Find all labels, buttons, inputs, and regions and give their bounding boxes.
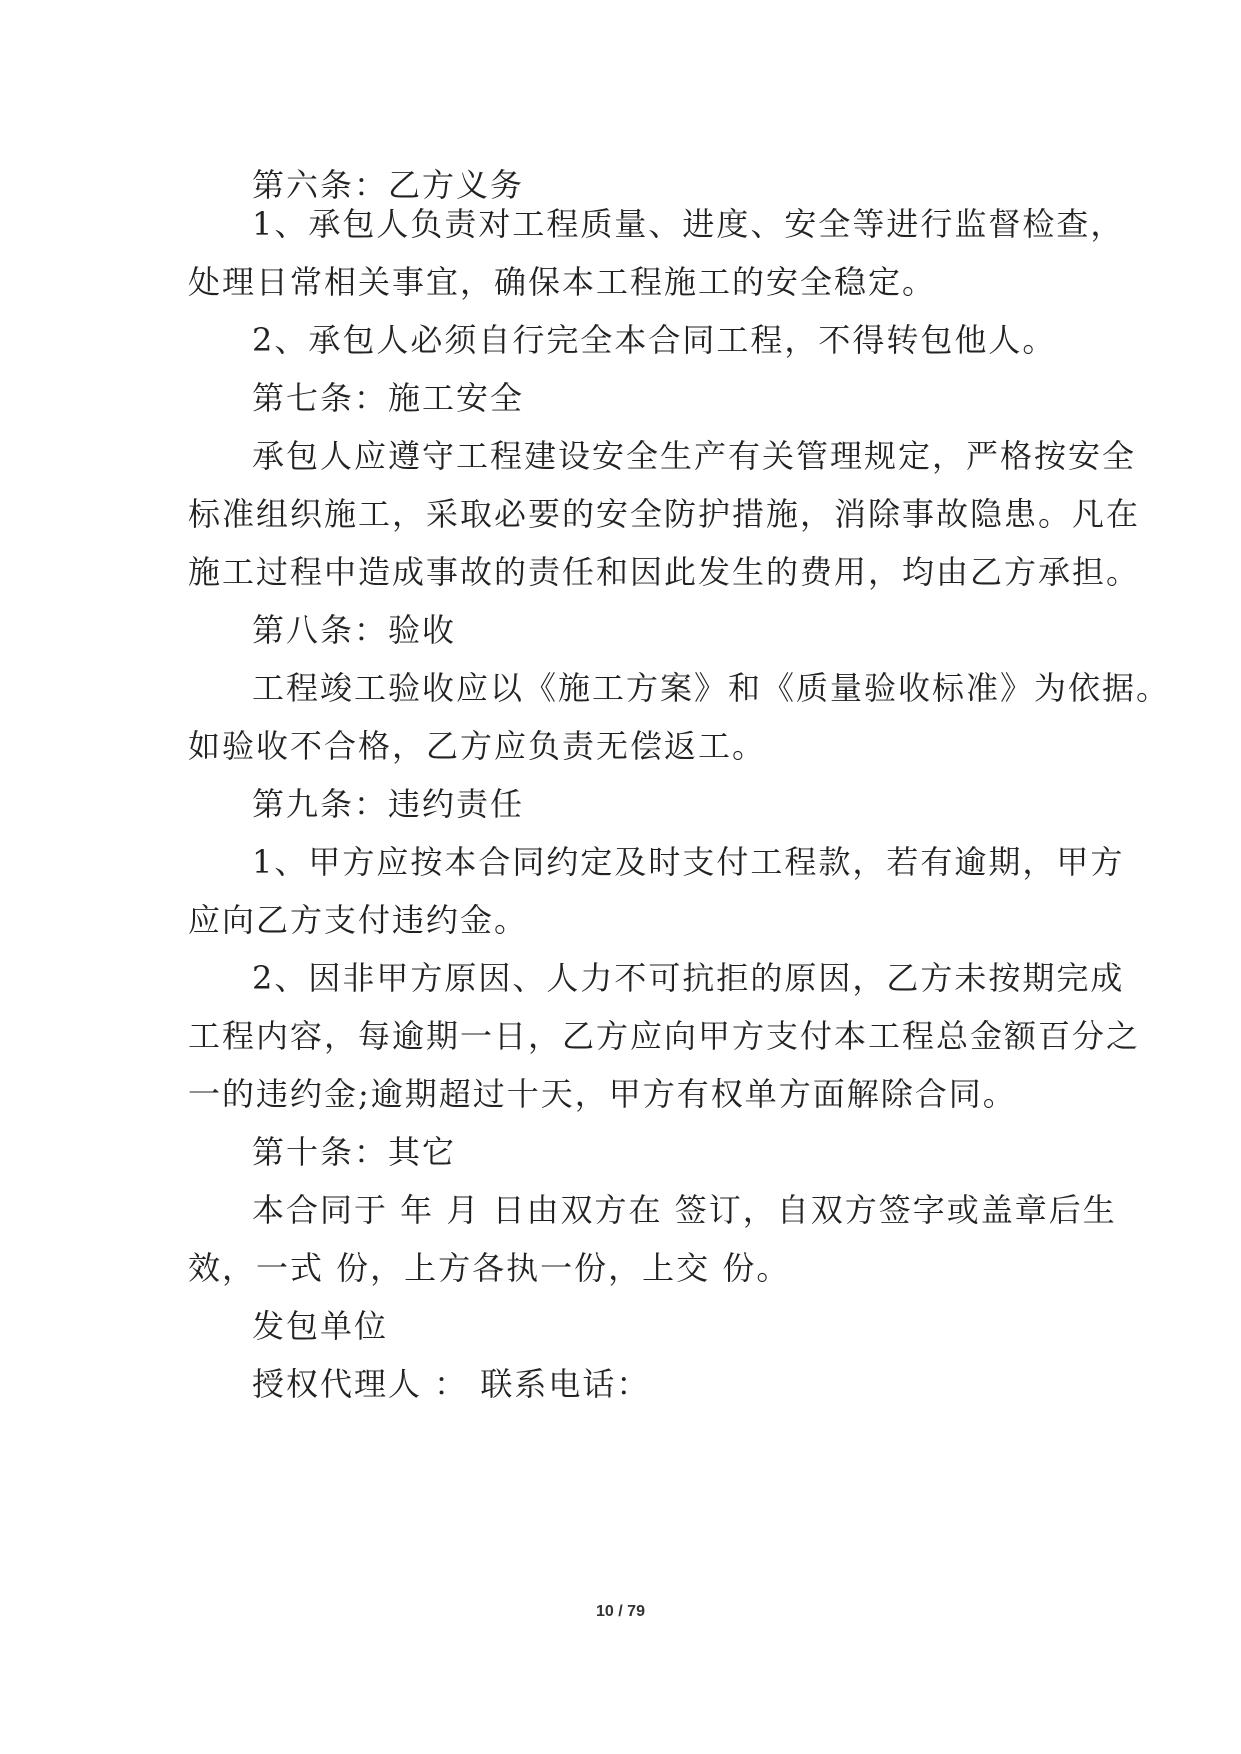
article-9-item-1-line-2: 应向乙方支付违约金。 <box>188 901 529 939</box>
article-9-item-2-line-1: 2、因非甲方原因、人力不可抗拒的原因，乙方未按期完成 <box>252 959 1125 997</box>
article-9-heading: 第九条：违约责任 <box>252 785 525 823</box>
article-6-item-1-line-1: 1、承包人负责对工程质量、进度、安全等进行监督检查， <box>252 205 1125 243</box>
authorized-agent-contact-line: 授权代理人 ： 联系电话： <box>252 1365 651 1403</box>
article-8-heading: 第八条：验收 <box>252 611 457 649</box>
article-8-paragraph-line-2: 如验收不合格，乙方应负责无偿返工。 <box>188 727 767 765</box>
article-10-heading: 第十条：其它 <box>252 1133 457 1171</box>
article-9-item-2-line-3: 一的违约金;逾期超过十天，甲方有权单方面解除合同。 <box>188 1075 1017 1113</box>
article-10-paragraph-line-1: 本合同于 年 月 日由双方在 签订，自双方签字或盖章后生 <box>252 1191 1117 1229</box>
article-9-item-2-line-2: 工程内容，每逾期一日，乙方应向甲方支付本工程总金额百分之 <box>188 1017 1141 1055</box>
article-6-item-1-line-2: 处理日常相关事宜，确保本工程施工的安全稳定。 <box>188 263 937 301</box>
article-7-paragraph-line-1: 承包人应遵守工程建设安全生产有关管理规定，严格按安全 <box>252 437 1137 475</box>
article-6-item-2: 2、承包人必须自行完全本合同工程，不得转包他人。 <box>252 321 1057 359</box>
article-7-paragraph-line-3: 施工过程中造成事故的责任和因此发生的费用，均由乙方承担。 <box>188 553 1141 591</box>
article-7-heading: 第七条：施工安全 <box>252 379 525 417</box>
article-10-paragraph-line-2: 效，一式 份，上方各执一份，上交 份。 <box>188 1249 791 1287</box>
article-9-item-1-line-1: 1、甲方应按本合同约定及时支付工程款，若有逾期，甲方 <box>252 843 1125 881</box>
issuing-unit-label: 发包单位 <box>252 1307 389 1345</box>
article-8-paragraph-line-1: 工程竣工验收应以《施工方案》和《质量验收标准》为依据。 <box>252 669 1171 707</box>
article-6-heading: 第六条：乙方义务 <box>252 166 525 204</box>
page-number: 10 / 79 <box>596 1603 645 1620</box>
article-7-paragraph-line-2: 标准组织施工，采取必要的安全防护措施，消除事故隐患。凡在 <box>188 495 1141 533</box>
